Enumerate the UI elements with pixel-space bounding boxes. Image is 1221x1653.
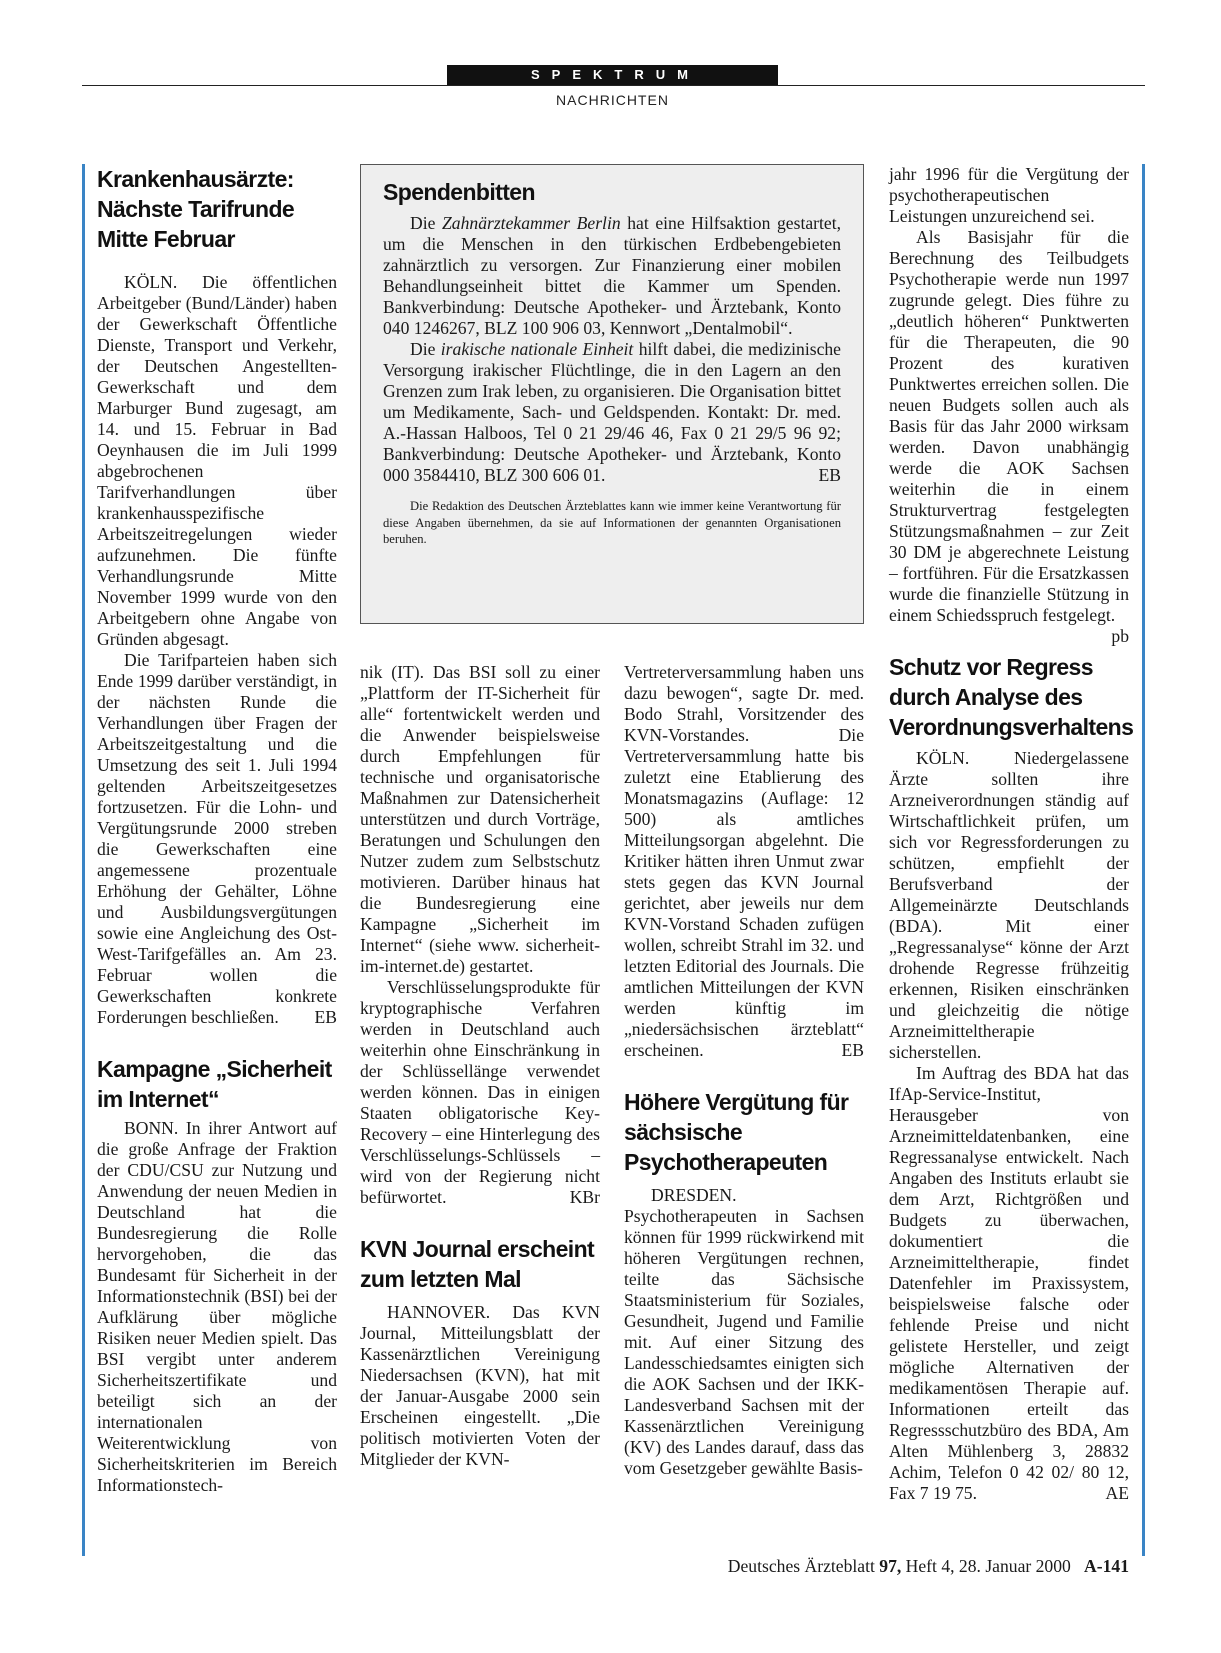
article-paragraph: BONN. In ihrer Antwort auf die große Anfrage der Fraktion der CDU/CSU zur Nutzung und Anwendung der neuen Medien in Deutschland hat die Bundesregierung die Rolle hervorgehoben, die das Bundesamt für Sicherheit in der Informationstechnik (BSI) bei der Aufklärung über mögliche Risiken neuer Medien spielt. Das BSI vergibt unter anderem Sicherheitszertifikate und beteiligt sich an der internationalen Weiterentwicklung von Sicherheitskriterien im Bereich Informationstech- [97, 1118, 337, 1495]
article-paragraph: DRESDEN. Psychotherapeuten in Sachsen können für 1999 rückwirkend mit höheren Vergütungen rechnen, teilte das Sächsische Staatsministerium für Soziales, Gesundheit, Jugend und Familie mit. Auf einer Sitzung des Landesschiedsamtes einigten sich die AOK Sachsen und der IKK-Landesverband Sachsen mit der Kassenärztlichen Vereinigung (KV) des Landes darauf, dass das vom Gesetzgeber gewählte Basis- [624, 1185, 864, 1478]
column-2 [360, 662, 600, 1470]
column-4 [889, 164, 1134, 1504]
author-signature: KBr [569, 1187, 600, 1207]
article-paragraph: Verschlüsselungsprodukte für kryptographische Verfahren werden in Deutschland auch weiterhin ohne Einschränkung in der Schlüssellänge verwendet werden können. Das in einigen Staaten obligatorische Key-Recovery – eine Hinterlegung des Verschlüsselungs-Schlüssels – wird von der Regierung nicht befürwortet. KBr [360, 977, 600, 1207]
journal-volume: 97, [879, 1556, 902, 1576]
article-headline: KVN Journal erscheint zum letzten Mal [360, 1236, 595, 1292]
article-headline: Kampagne „Sicherheit im Internet“ [97, 1056, 332, 1112]
editorial-disclaimer: Die Redaktion des Deutschen Ärzteblattes kann wie immer keine Verantwortung für diese Angaben übernehmen, da sie auf Informationen der genannten Organisationen beruhen. [383, 499, 841, 546]
box-headline: Spendenbitten [383, 179, 535, 205]
article-paragraph: KÖLN. Die öffentlichen Arbeitgeber (Bund/Länder) haben der Gewerkschaft Öffentliche Dienste, Transport und Verkehr, der Deutschen Angestellten-Gewerkschaft und dem Marburger Bund zugesagt, am 14. und 15. Februar in Bad Oeynhausen die im Juli 1999 abgebrochenen Tarifverhandlungen über krankenhausspezifische Arbeitszeitregelungen wieder aufzunehmen. Die fünfte Verhandlungsrunde Mitte November 1999 wurde von den Arbeitgebern ohne Angabe von Gründen abgesagt. [97, 272, 337, 649]
article-psychotherapeuten [624, 1087, 864, 1479]
article-regress [889, 652, 1134, 1504]
column-1 [97, 164, 337, 1496]
article-headline: Höhere Vergütung für sächsische Psychotherapeuten [624, 1089, 849, 1175]
article-paragraph: Als Basisjahr für die Berechnung des Teilbudgets Psychotherapie werde nun 1997 zugrunde gelegt. Dies führe zu „deutlich höheren“ Punktwerten für die Therapeuten, die 90 Prozent des kurativen Punktwertes erreichen sollen. Die neuen Budgets sollen auch als Basis für das Jahr 2000 wirksam werden. Davon unabhängig werde die AOK Sachsen weiterhin die in einem Strukturvertrag festgelegten Stützungsmaßnahmen – zur Zeit 30 DM je abgerechnete Leistung – fortführen. Für die Ersatzkassen wurde die finanzielle Stützung in einem Schiedsspruch festgelegt. pb [889, 227, 1129, 646]
page-number: A-141 [1084, 1556, 1129, 1576]
journal-name: Deutsches Ärzteblatt [727, 1556, 875, 1576]
left-accent-rule [82, 164, 85, 1556]
issue-info: Heft 4, 28. Januar 2000 [905, 1556, 1071, 1576]
author-signature: EB [841, 1040, 864, 1060]
article-paragraph: jahr 1996 für die Vergütung der psychotherapeutischen Leistungen unzureichend sei. [889, 164, 1129, 226]
subsection-label: NACHRICHTEN [556, 92, 669, 108]
article-headline: Krankenhausärzte: Nächste Tarifrunde Mitte Februar [97, 166, 295, 252]
article-paragraph: Vertreterversammlung haben uns dazu bewogen“, sagte Dr. med. Bodo Strahl, Vorsitzender des KVN-Vorstandes. Die Vertreterversammlung hatte bis zuletzt eine Etablierung des Monatsmagazins (Auflage: 12 500) als amtliches Mitteilungsorgan abgelehnt. Die Kritiker hätten ihren Unmut zwar stets gegen das KVN Journal gerichtet, aber jeweils nur dem KVN-Vorstand Schaden zufügen wollen, schreibt Strahl im 32. und letzten Editorial des Journals. Die amtlichen Mitteilungen der KVN werden künftig im „niedersächsischen ärzteblatt“ erscheinen. EB [624, 662, 864, 1060]
article-paragraph: HANNOVER. Das KVN Journal, Mitteilungsblatt der Kassenärztlichen Vereinigung Niedersachsen (KVN), hat mit der Januar-Ausgabe 2000 sein Erscheinen eingestellt. „Die politisch motivierten Voten der Mitglieder der KVN- [360, 1302, 600, 1469]
box-paragraph: Die irakische nationale Einheit hilft dabei, die medizinische Versorgung irakischer Flüchtlinge, die in den Lagern an den Grenzen zum Irak leben, zu organisieren. Die Organisation bittet um Medikamente, Sach- und Geldspenden. Kontakt: Dr. med. A.-Hassan Halboos, Tel 0 21 29/46 46, Fax 0 21 29/5 96 92; Bankverbindung: Deutsche Apotheker- und Ärztebank, Konto 000 3584410, BLZ 300 606 01. EB [383, 339, 841, 485]
page-footer [728, 1556, 1129, 1577]
author-signature: pb [1111, 626, 1129, 646]
right-accent-rule [1142, 164, 1145, 1556]
spenden-notice-box [360, 164, 864, 624]
article-kvn-journal [360, 1234, 600, 1470]
author-signature: AE [1105, 1483, 1129, 1503]
author-signature: EB [818, 465, 841, 485]
article-headline: Schutz vor Regress durch Analyse des Verordnungsverhaltens [889, 654, 1134, 740]
article-tarifrunde [97, 164, 337, 1028]
author-signature: EB [314, 1007, 337, 1027]
box-paragraph: Die Zahnärztekammer Berlin hat eine Hilfsaktion gestartet, um die Menschen in den türkischen Erdbebengebieten zahnärztlich zu versorgen. Zur Finanzierung einer mobilen Behandlungseinheit bittet die Kammer um Spenden. Bankverbindung: Deutsche Apotheker- und Ärztebank, Konto 040 1246267, BLZ 100 906 03, Kennwort „Dentalmobil“. [383, 213, 841, 338]
column-3 [624, 662, 864, 1479]
article-paragraph: nik (IT). Das BSI soll zu einer „Plattform der IT-Sicherheit für alle“ fortentwickelt werden und die Anwender beispielsweise durch Empfehlungen für technische und organisatorische Maßnahmen zur Datensicherheit unterstützen und durch Vorträge, Beratungen und Schulungen den Nutzer zudem zum Selbstschutz motivieren. Darüber hinaus hat die Bundesregierung eine Kampagne „Sicherheit im Internet“ (siehe www. sicherheit-im-internet.de) gestartet. [360, 662, 600, 976]
header-rule [82, 85, 1145, 86]
article-kampagne [97, 1054, 337, 1496]
article-paragraph: Die Tarifparteien haben sich Ende 1999 darüber verständigt, in der nächsten Runde die Verhandlungen über Fragen der Arbeitszeitgestaltung und die Umsetzung des seit 1. Juli 1994 geltenden Arbeitszeitgesetzes fortzusetzen. Für die Lohn- und Vergütungsrunde 2000 streben die Gewerkschaften eine angemessene prozentuale Erhöhung der Gehälter, Löhne und Ausbildungsvergütungen sowie eine Angleichung des Ost-West-Tarifgefälles an. Am 23. Februar wollen die Gewerkschaften konkrete Forderungen beschließen. EB [97, 650, 337, 1027]
section-banner: SPEKTRUM [447, 65, 778, 85]
article-paragraph: KÖLN. Niedergelassene Ärzte sollten ihre Arzneiverordnungen ständig auf Wirtschaftlichkeit prüfen, um sich vor Regressforderungen zu schützen, empfiehlt der Berufsverband der Allgemeinärzte Deutschlands (BDA). Mit einer „Regressanalyse“ könne der Arzt drohende Regresse frühzeitig erkennen, Risiken einschränken und gleichzeitig die nötige Arzneimitteltherapie sicherstellen. [889, 748, 1129, 1062]
article-paragraph: Im Auftrag des BDA hat das IfAp-Service-Institut, Herausgeber von Arzneimitteldatenbanken, eine Regressanalyse entwickelt. Nach Angaben des Instituts erlaubt sie dem Arzt, Richtgrößen und Budgets zu überwachen, dokumentiert die Arzneimitteltherapie, findet Datenfehler im Praxissystem, beispielsweise falsche oder fehlende Preise und nicht gelistete Hersteller, und zeigt mögliche Alternativen der medikamentösen Therapie auf. Informationen erteilt das Regressschutzbüro des BDA, Am Alten Mühlenberg 3, 28832 Achim, Telefon 0 42 02/ 80 12, Fax 7 19 75. AE [889, 1063, 1129, 1503]
